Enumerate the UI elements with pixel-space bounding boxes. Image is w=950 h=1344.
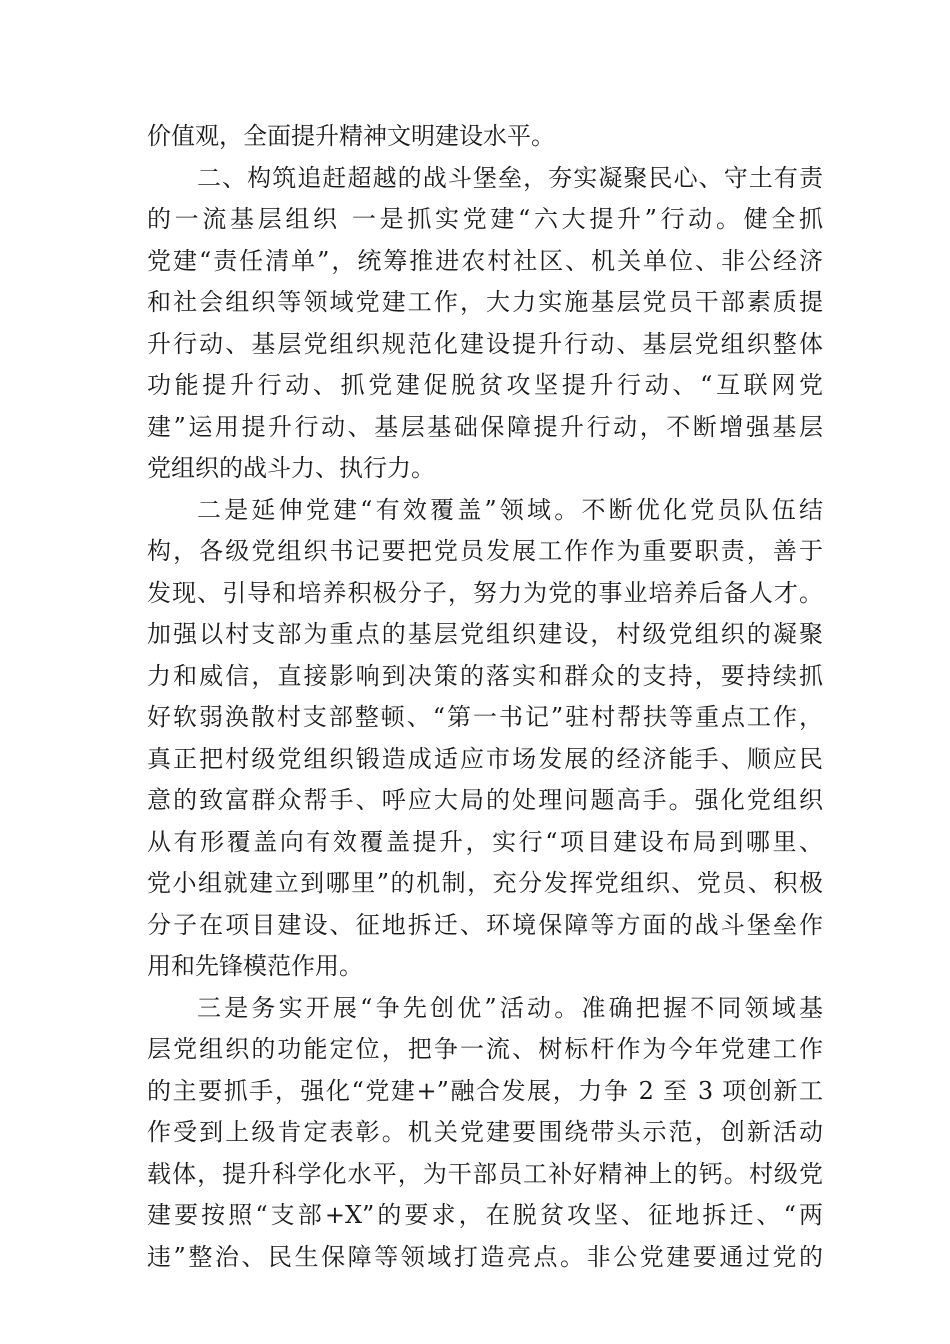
text-line: 用和先锋模范作用。 xyxy=(147,952,363,980)
text-line: 作受到上级肯定表彰。机关党建要围绕带头示范，创新活动 xyxy=(147,1118,823,1146)
text-line: 三是务实开展“争先创优”活动。准确把握不同领域基 xyxy=(197,993,823,1022)
text-line: 党建“责任清单”，统筹推进农村社区、机关单位、非公经济 xyxy=(147,246,823,275)
text-line: 力和威信，直接影响到决策的落实和群众的支持，要持续抓 xyxy=(147,661,823,690)
text-line: 意的致富群众帮手、呼应大局的处理问题高手。强化党组织 xyxy=(147,786,823,814)
text-line: 党组织的战斗力、执行力。 xyxy=(147,454,435,482)
text-line: 建要按照“支部+X”的要求，在脱贫攻坚、征地拆迁、“两 xyxy=(147,1201,823,1229)
text-line: 分子在项目建设、征地拆迁、环境保障等方面的战斗堡垒作 xyxy=(147,910,823,939)
text-line: 好软弱涣散村支部整顿、“第一书记”驻村帮扶等重点工作， xyxy=(147,703,823,731)
text-line: 二、构筑追赶超越的战斗堡垒，夯实凝聚民心、守土有责 xyxy=(197,163,823,192)
text-line: 党小组就建立到哪里”的机制，充分发挥党组织、党员、积极 xyxy=(147,869,823,897)
text-line: 从有形覆盖向有效覆盖提升，实行“项目建设布局到哪里、 xyxy=(147,827,823,856)
text-line: 功能提升行动、抓党建促脱贫攻坚提升行动、“互联网党 xyxy=(147,371,823,399)
text-line: 的主要抓手，强化“党建+”融合发展，力争 2 至 3 项创新工 xyxy=(147,1076,823,1105)
document-body xyxy=(147,116,823,1278)
text-line: 和社会组织等领域党建工作，大力实施基层党员干部素质提 xyxy=(147,288,823,316)
text-line: 层党组织的功能定位，把争一流、树标杆作为今年党建工作 xyxy=(147,1035,823,1063)
text-line: 真正把村级党组织锻造成适应市场发展的经济能手、顺应民 xyxy=(147,744,823,773)
text-line: 价值观，全面提升精神文明建设水平。 xyxy=(147,122,555,150)
text-line: 升行动、基层党组织规范化建设提升行动、基层党组织整体 xyxy=(147,329,823,358)
text-line: 加强以村支部为重点的基层党组织建设，村级党组织的凝聚 xyxy=(147,620,823,648)
text-line: 发现、引导和培养积极分子，努力为党的事业培养后备人才。 xyxy=(147,578,823,607)
text-line: 二是延伸党建“有效覆盖”领域。不断优化党员队伍结 xyxy=(197,495,823,524)
text-line: 载体，提升科学化水平，为干部员工补好精神上的钙。村级党 xyxy=(147,1159,823,1188)
text-line: 违”整治、民生保障等领域打造亮点。非公党建要通过党的 xyxy=(147,1242,823,1271)
text-line: 构，各级党组织书记要把党员发展工作作为重要职责，善于 xyxy=(147,537,823,565)
text-line: 的一流基层组织 一是抓实党建“六大提升”行动。健全抓 xyxy=(147,205,823,233)
text-line: 建”运用提升行动、基层基础保障提升行动，不断增强基层 xyxy=(147,412,823,441)
